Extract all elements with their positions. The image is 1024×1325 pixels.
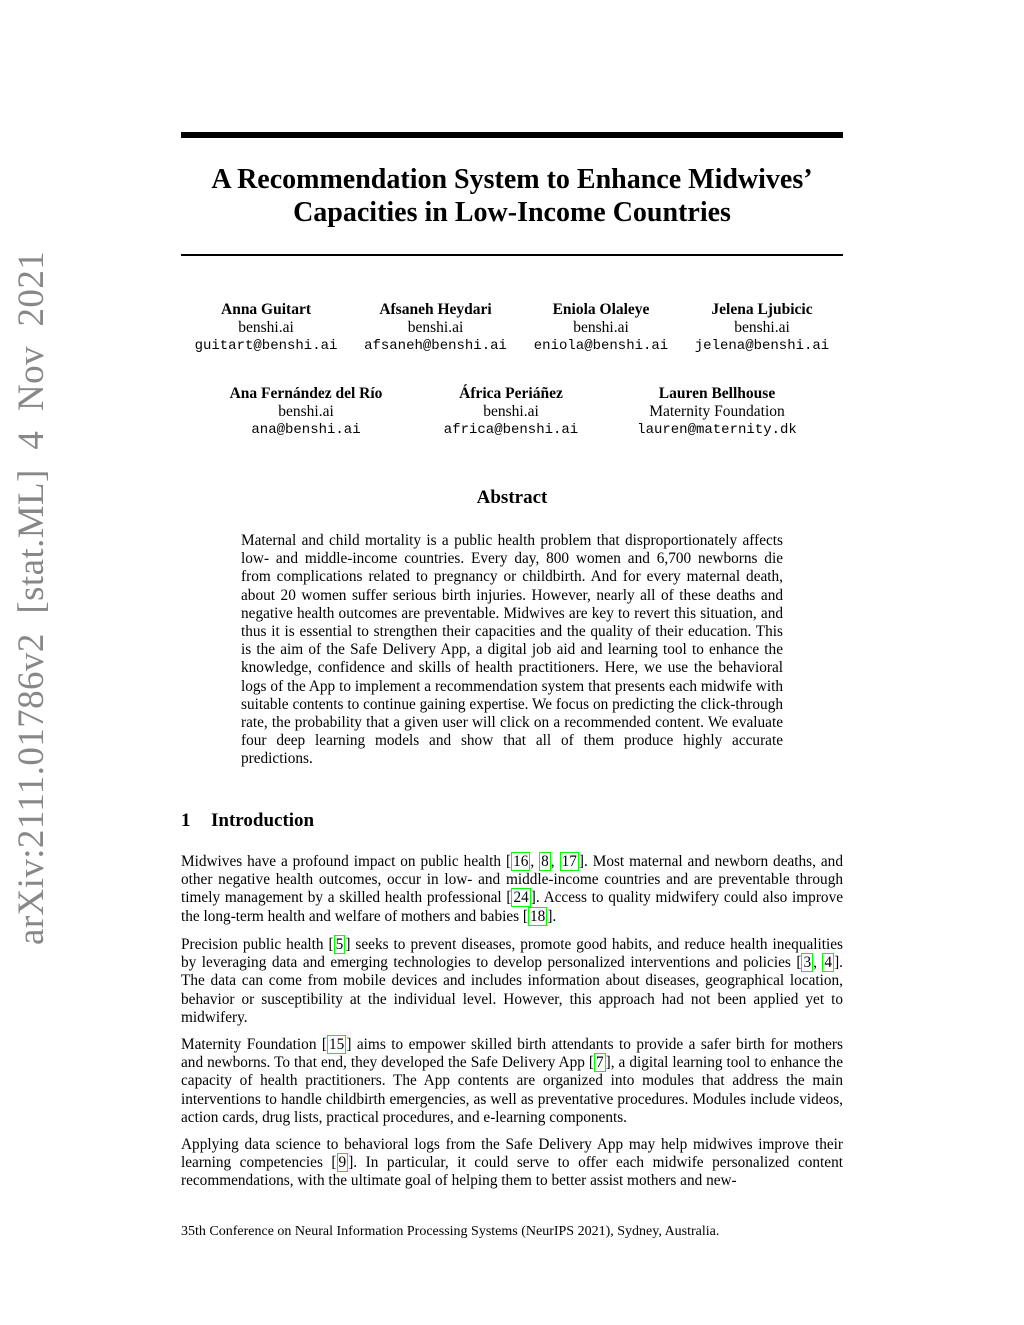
author-affiliation: benshi.ai <box>278 403 334 420</box>
author-block <box>436 385 586 439</box>
author-block <box>688 301 836 355</box>
citation-link[interactable]: 18 <box>530 907 546 925</box>
citation-link[interactable]: 3 <box>803 954 812 972</box>
author-name: África Periáñez <box>459 385 563 402</box>
citation-link[interactable]: 24 <box>513 889 529 907</box>
author-name: Eniola Olaleye <box>552 301 650 318</box>
citation-link[interactable]: 4 <box>824 954 833 972</box>
citation-link[interactable]: 9 <box>338 1154 347 1172</box>
citation-link[interactable]: 16 <box>513 853 529 870</box>
title-rule-bottom <box>181 254 843 256</box>
author-email[interactable]: afsaneh@benshi.ai <box>364 338 507 354</box>
citation-link[interactable]: 15 <box>329 1036 345 1053</box>
author-name: Lauren Bellhouse <box>658 385 776 402</box>
text-run: , <box>530 853 540 870</box>
author-email[interactable]: guitart@benshi.ai <box>194 338 338 354</box>
author-email[interactable]: lauren@maternity.dk <box>637 422 797 438</box>
author-block <box>358 301 513 355</box>
intro-paragraph-3 <box>181 1036 843 1127</box>
author-affiliation: benshi.ai <box>407 319 464 336</box>
author-name: Anna Guitart <box>221 301 311 318</box>
section-heading <box>181 810 314 832</box>
citation-link[interactable]: 17 <box>561 853 577 870</box>
section-number: 1 <box>181 810 191 831</box>
author-email[interactable]: africa@benshi.ai <box>443 422 579 438</box>
author-name: Jelena Ljubicic <box>711 301 813 318</box>
text-run: Midwives have a profound impact on public health [ <box>181 853 512 870</box>
intro-paragraph-2 <box>181 936 843 1027</box>
intro-paragraph-4 <box>181 1136 843 1191</box>
author-block <box>216 385 396 439</box>
abstract-text: Maternal and child mortality is a public health problem that disproportionately affects low- and middle-income countries. Every day, 800 women and 6,700 newborns die from complications related to pregnancy or childbirth. And for every maternal death, about 20 women suffer serious birth injuries. However, nearly all of these deaths and negative health outcomes are preventable. Midwives are key to revert this situation, and thus it is essential to strengthen their capacities and the quality of their education. This is the aim of the Safe Delivery App, a digital job aid and learning tool to enhance the knowledge, confidence and skills of health practitioners. Here, we use the behavioral logs of the App to implement a recommendation system that presents each midwife with suitable contents to continue gaining expertise. We focus on predicting the click-through rate, the probability that a given user will click on a recommended content. We evaluate four deep learning models and show that all of them produce highly accurate predictions. <box>241 532 783 768</box>
text-run: ]. Most maternal and newborn deaths, and other negative health outcomes, occur in low- and middle-income countries and are preventable through timely management by a skilled health professional [ <box>181 853 843 907</box>
author-block <box>630 385 804 439</box>
author-email[interactable]: eniola@benshi.ai <box>533 338 669 354</box>
author-name: Afsaneh Heydari <box>379 301 492 318</box>
conference-footnote: 35th Conference on Neural Information Processing Systems (NeurIPS 2021), Sydney, Australia. <box>181 1224 720 1239</box>
text-run: Maternity Foundation [ <box>181 1036 328 1053</box>
author-affiliation: benshi.ai <box>573 319 629 336</box>
text-run: ] seeks to prevent diseases, promote good habits, and reduce health inequalities by leveraging data and emerging technologies to develop personalized interventions and policies [ <box>181 936 843 972</box>
paper-title <box>181 163 843 229</box>
title-line-2: Capacities in Low-Income Countries <box>293 197 731 228</box>
section-title: Introduction <box>211 810 315 831</box>
text-run: , <box>550 853 560 870</box>
author-block <box>191 301 341 355</box>
author-name: Ana Fernández del Río <box>229 385 383 402</box>
arxiv-identifier: arXiv:2111.01786v2 [stat.ML] 4 Nov 2021 <box>11 250 52 945</box>
author-email[interactable]: jelena@benshi.ai <box>694 338 830 354</box>
author-email[interactable]: ana@benshi.ai <box>251 422 361 438</box>
text-run: ]. Access to quality midwifery could also improve the long-term health and welfare of mothers and babies [ <box>181 889 844 925</box>
author-block <box>527 301 675 355</box>
author-affiliation: benshi.ai <box>734 319 790 336</box>
title-rule-top <box>181 132 843 138</box>
text-run: ] aims to empower skilled birth attendants to provide a safer birth for mothers and newborns. To that end, they developed the Safe Delivery App [ <box>181 1036 843 1072</box>
title-line-1: A Recommendation System to Enhance Midwives’ <box>211 164 813 195</box>
abstract-heading: Abstract <box>476 487 548 508</box>
text-run: Precision public health [ <box>181 936 334 953</box>
citation-link[interactable]: 8 <box>541 853 549 870</box>
text-run: ]. The data can come from mobile devices and includes information about diseases, geographical location, behavior or susceptibility at the individual level. However, this approach had not been applied yet to midwifery. <box>181 954 843 1026</box>
author-affiliation: Maternity Foundation <box>649 403 785 420</box>
citation-link[interactable]: 5 <box>335 936 344 953</box>
text-run: ]. <box>547 907 557 925</box>
citation-link[interactable]: 7 <box>595 1054 604 1072</box>
text-run: ]. In particular, it could serve to offer each midwife personalized content recommendations, with the ultimate goal of helping them to better assist mothers and new- <box>181 1154 843 1190</box>
intro-paragraph-1 <box>181 853 843 926</box>
text-run: Applying data science to behavioral logs from the Safe Delivery App may help midwives improve their learning competencies [ <box>181 1136 843 1172</box>
text-run: , <box>813 954 823 972</box>
text-run: ], a digital learning tool to enhance the capacity of health practitioners. The App contents are organized into modules that address the main interventions to handle childbirth emergencies, as well as preventative procedures. Modules include videos, action cards, drug lists, practical procedures, and e-learning components. <box>181 1054 843 1126</box>
author-affiliation: benshi.ai <box>483 403 539 420</box>
author-affiliation: benshi.ai <box>238 319 294 336</box>
